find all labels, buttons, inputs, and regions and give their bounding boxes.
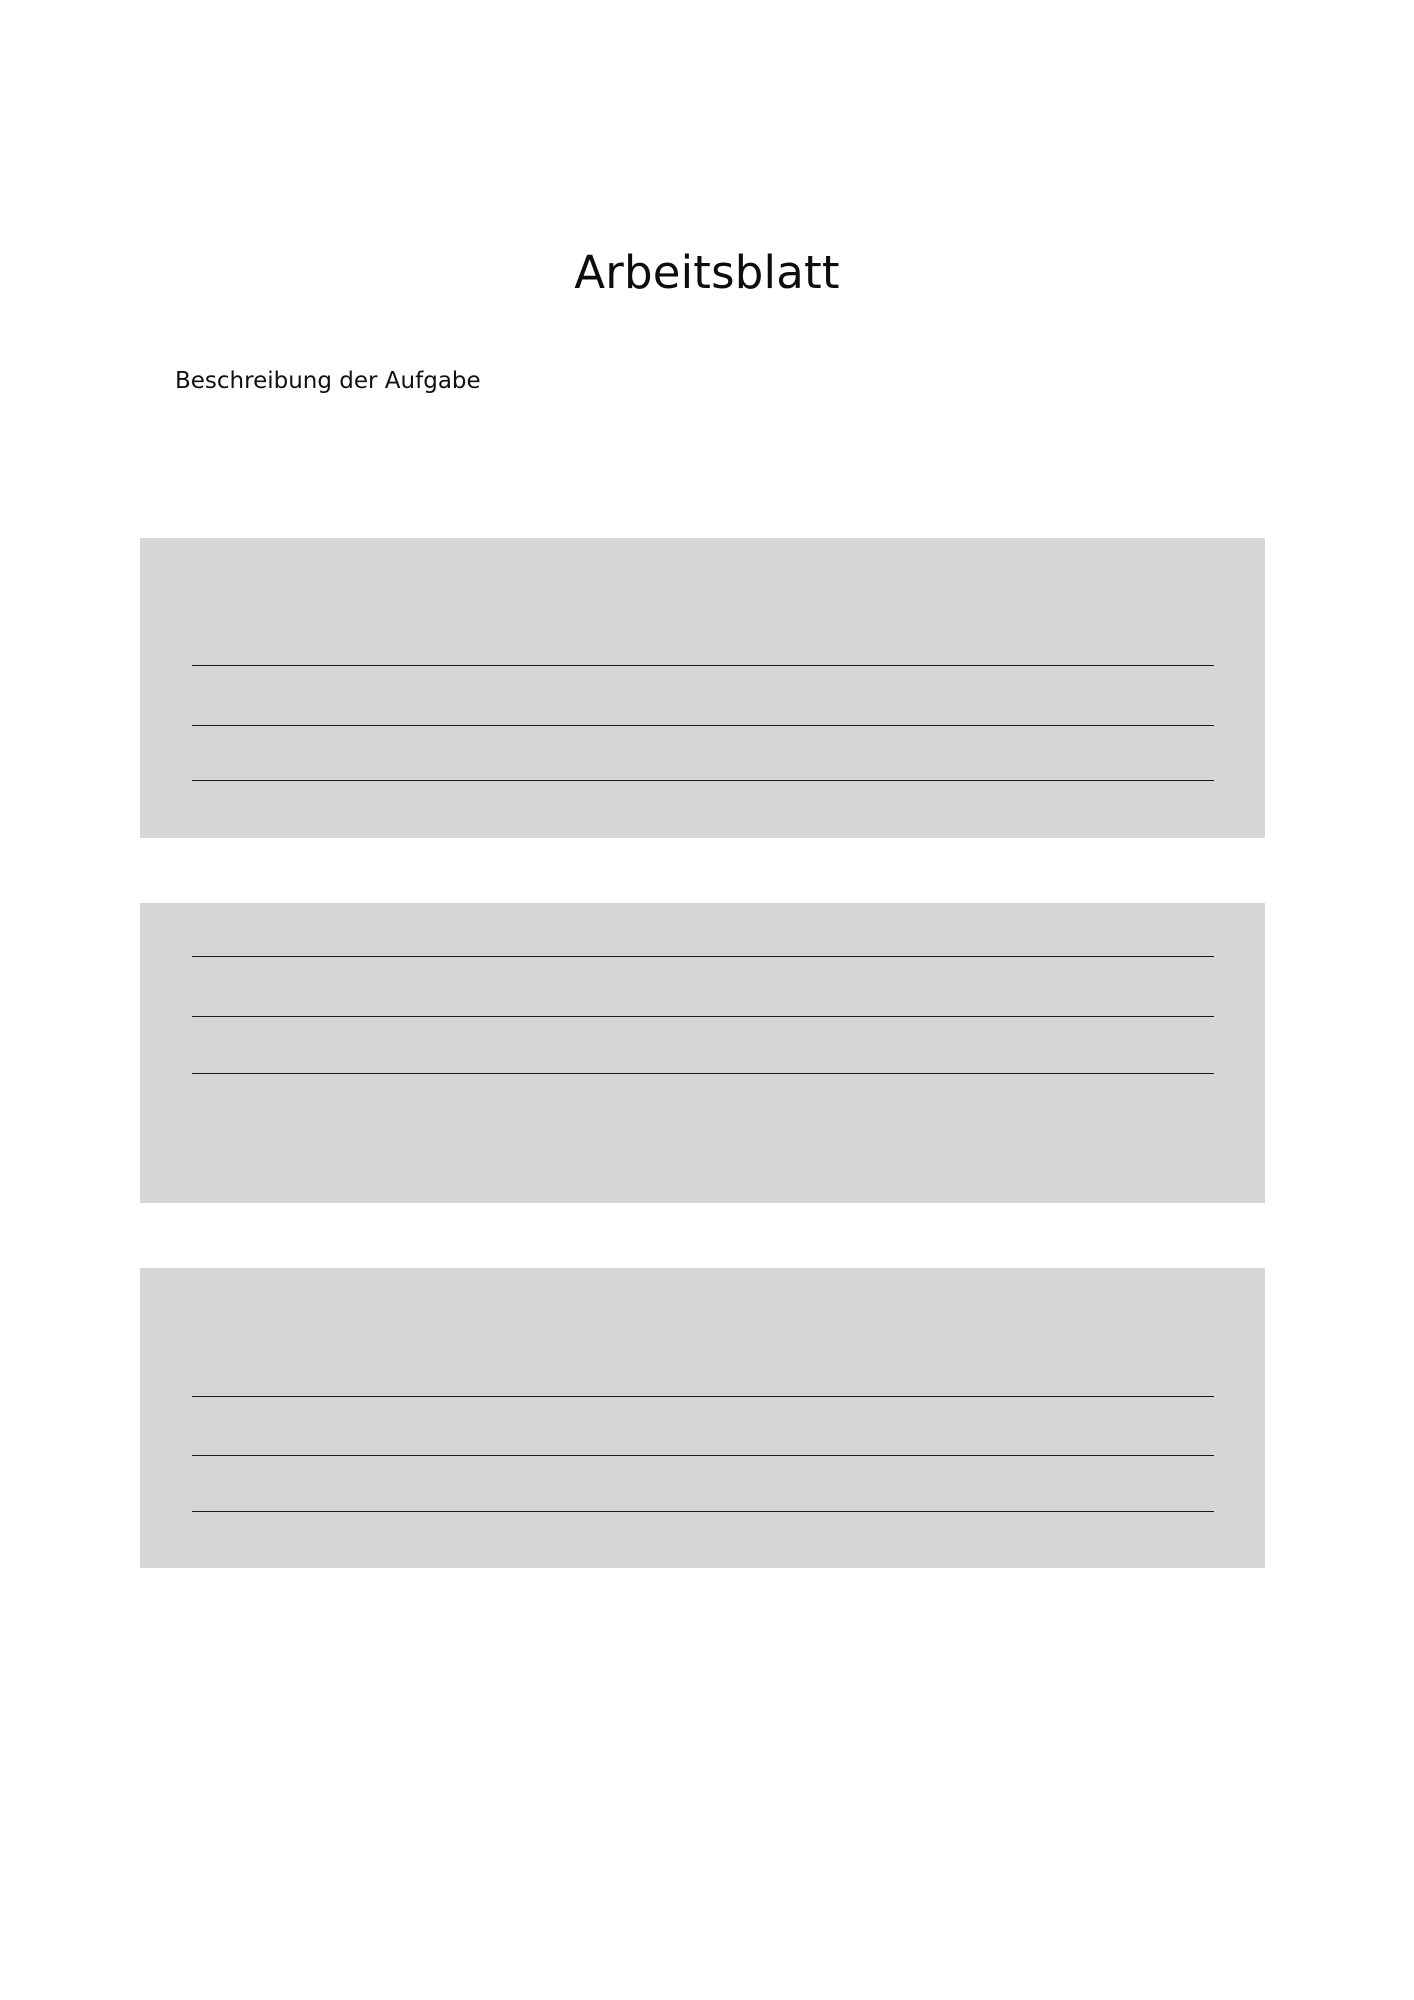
answer-block-2[interactable]	[140, 903, 1265, 1203]
writing-line[interactable]	[192, 1073, 1214, 1074]
writing-line[interactable]	[192, 780, 1214, 781]
writing-line[interactable]	[192, 1455, 1214, 1456]
writing-line[interactable]	[192, 665, 1214, 666]
answer-block-1[interactable]	[140, 538, 1265, 838]
writing-line[interactable]	[192, 956, 1214, 957]
task-description: Beschreibung der Aufgabe	[175, 368, 481, 394]
writing-line[interactable]	[192, 725, 1214, 726]
writing-line[interactable]	[192, 1511, 1214, 1512]
writing-line[interactable]	[192, 1016, 1214, 1017]
answer-block-3[interactable]	[140, 1268, 1265, 1568]
writing-line[interactable]	[192, 1396, 1214, 1397]
page-title: Arbeitsblatt	[574, 246, 840, 300]
